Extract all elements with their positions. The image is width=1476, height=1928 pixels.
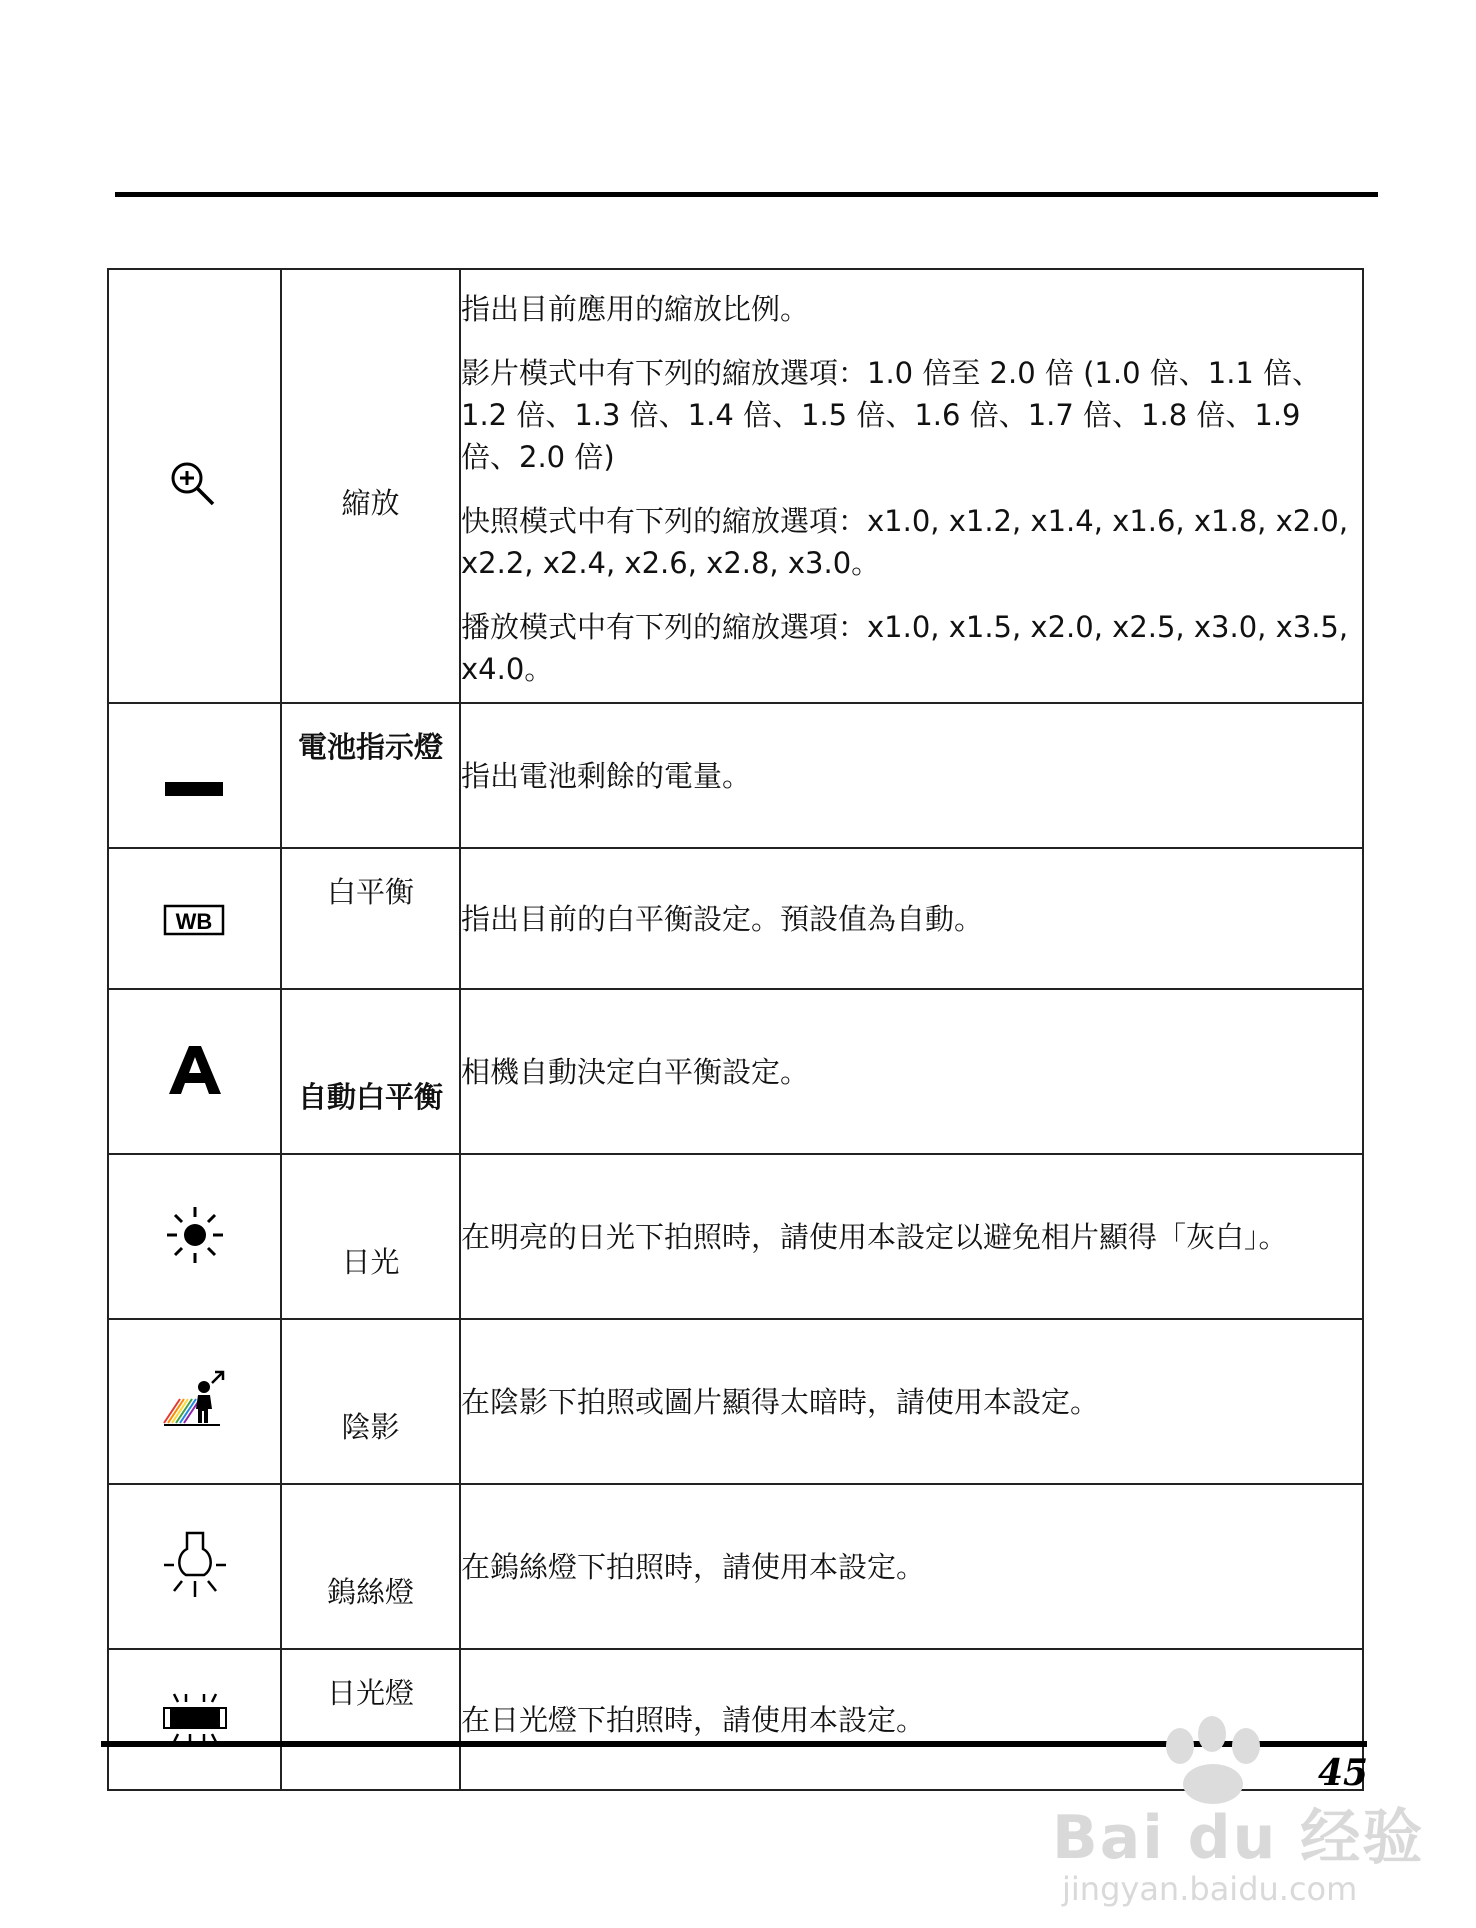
row-name: 日光 xyxy=(281,1154,460,1319)
row-name: 自動白平衡 xyxy=(281,989,460,1154)
wb-label: WB xyxy=(175,908,212,934)
table-row xyxy=(108,1154,1363,1319)
watermark-url: jingyan.baidu.com xyxy=(1062,1870,1358,1908)
icon-cell xyxy=(108,1319,281,1484)
shade-icon xyxy=(160,1369,230,1431)
tungsten-bulb-icon xyxy=(160,1529,230,1601)
table-row xyxy=(108,269,1363,703)
fluorescent-icon xyxy=(160,1690,230,1746)
icon-cell xyxy=(108,989,281,1154)
table-row xyxy=(108,848,1363,989)
row-description: 相機自動決定白平衡設定。 xyxy=(460,989,1363,1154)
row-description: 指出目前的白平衡設定。預設值為自動。 xyxy=(460,848,1363,989)
icon-cell xyxy=(108,703,281,848)
description-paragraph: 播放模式中有下列的縮放選項：x1.0, x1.5, x2.0, x2.5, x3.0, x3.5, x4.0。 xyxy=(461,610,1349,686)
table-row xyxy=(108,1319,1363,1484)
icon-cell xyxy=(108,848,281,989)
battery-icon xyxy=(163,779,227,799)
description-paragraph: 影片模式中有下列的縮放選項：1.0 倍至 2.0 倍 (1.0 倍、1.1 倍、1.2 倍、1.3 倍、1.4 倍、1.5 倍、1.6 倍、1.7 倍、1.8 倍、1.9 倍、2.0 倍) xyxy=(461,356,1322,474)
row-description: 在陰影下拍照或圖片顯得太暗時，請使用本設定。 xyxy=(460,1319,1363,1484)
row-name: 日光燈 xyxy=(281,1649,460,1790)
watermark-brand: Bai du 经验 xyxy=(1052,1803,1425,1873)
wb-icon xyxy=(163,903,227,937)
row-description: 在日光燈下拍照時，請使用本設定。 xyxy=(460,1649,1363,1790)
table-row xyxy=(108,989,1363,1154)
zoom-icon xyxy=(163,456,227,512)
icon-cell xyxy=(108,1649,281,1790)
sun-icon xyxy=(163,1205,227,1265)
table-row xyxy=(108,703,1363,848)
row-description: 指出電池剩餘的電量。 xyxy=(460,703,1363,848)
header-rule xyxy=(115,192,1378,197)
row-description: 在明亮的日光下拍照時，請使用本設定以避免相片顯得「灰白」。 xyxy=(460,1154,1363,1319)
row-description: 在鎢絲燈下拍照時，請使用本設定。 xyxy=(460,1484,1363,1649)
row-name: 陰影 xyxy=(281,1319,460,1484)
row-name: 縮放 xyxy=(281,269,460,703)
icon-cell xyxy=(108,1484,281,1649)
icon-cell xyxy=(108,1154,281,1319)
icon-cell xyxy=(108,269,281,703)
row-name: 白平衡 xyxy=(281,848,460,989)
description-paragraph: 快照模式中有下列的縮放選項：x1.0, x1.2, x1.4, x1.6, x1.8, x2.0, x2.2, x2.4, x2.6, x2.8, x3.0。 xyxy=(461,504,1349,580)
table-row xyxy=(108,1484,1363,1649)
row-name: 電池指示燈 xyxy=(281,703,460,848)
page-number: 45 xyxy=(1318,1752,1369,1794)
icon-spec-table xyxy=(107,268,1364,1791)
description-paragraph: 指出目前應用的縮放比例。 xyxy=(461,292,810,326)
row-description xyxy=(460,269,1363,703)
auto-a-icon xyxy=(163,1042,227,1098)
row-name: 鎢絲燈 xyxy=(281,1484,460,1649)
